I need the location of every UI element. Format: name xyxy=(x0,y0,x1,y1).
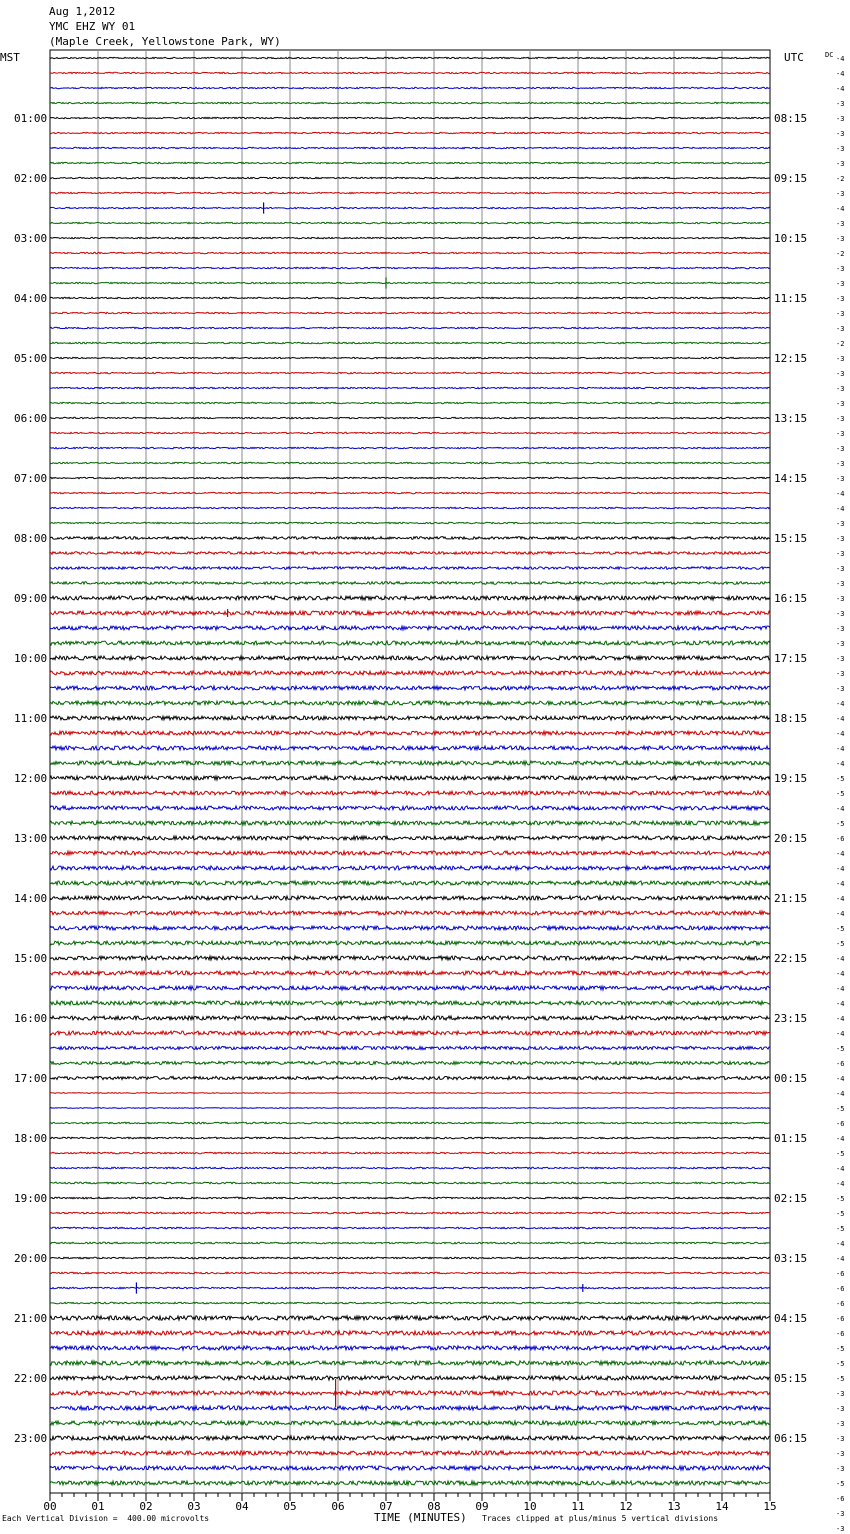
seismic-trace xyxy=(50,1287,770,1289)
seismic-trace xyxy=(50,1046,770,1049)
seismic-trace xyxy=(50,1466,770,1470)
seismic-trace xyxy=(50,222,770,223)
utc-hour-label: 13:15 xyxy=(774,412,808,425)
seismic-trace xyxy=(50,611,770,615)
seismic-trace xyxy=(50,477,770,478)
dc-offset-label: -3 xyxy=(836,640,845,648)
dc-offset-label: -4 xyxy=(836,1075,845,1083)
x-tick-label: 14 xyxy=(715,1500,729,1513)
dc-offset-label: -3 xyxy=(836,655,845,663)
dc-offset-label: -3 xyxy=(836,385,845,393)
x-tick-label: 06 xyxy=(331,1500,345,1513)
mst-hour-label: 16:00 xyxy=(14,1012,48,1025)
seismic-trace xyxy=(50,312,770,313)
dc-offset-label: -3 xyxy=(836,1420,845,1428)
seismic-trace xyxy=(50,716,770,720)
dc-offset-label: -3 xyxy=(836,145,845,153)
dc-offset-label: -4 xyxy=(836,1255,845,1263)
utc-hour-label: 05:15 xyxy=(774,1372,808,1385)
x-tick-label: 05 xyxy=(283,1500,297,1513)
seismic-trace xyxy=(50,417,770,418)
mst-hour-label: 09:00 xyxy=(14,592,48,605)
dc-offset-label: -4 xyxy=(836,1165,845,1173)
seismic-trace xyxy=(50,267,770,268)
seismic-trace xyxy=(50,1016,770,1020)
dc-offset-label: -4 xyxy=(836,1180,845,1188)
dc-offset-label: -4 xyxy=(836,895,845,903)
utc-hour-label: 02:15 xyxy=(774,1192,808,1205)
seismic-trace xyxy=(50,776,770,780)
mst-hour-label: 08:00 xyxy=(14,532,48,545)
chart-date: Aug 1,2012 xyxy=(49,5,116,18)
seismic-trace xyxy=(50,1406,770,1410)
x-tick-label: 01 xyxy=(91,1500,105,1513)
utc-hour-label: 00:15 xyxy=(774,1072,808,1085)
seismic-trace xyxy=(50,1152,770,1154)
dc-offset-label: -3 xyxy=(836,430,845,438)
seismic-trace xyxy=(50,866,770,870)
seismic-trace xyxy=(50,686,770,690)
dc-offset-label: -3 xyxy=(836,1510,845,1518)
clip-note: Traces clipped at plus/minus 5 vertical divisions xyxy=(482,1514,719,1523)
dc-offset-label: -5 xyxy=(836,1375,845,1383)
seismic-trace xyxy=(50,1242,770,1244)
chart-station: YMC EHZ WY 01 xyxy=(49,20,136,33)
seismic-trace xyxy=(50,1331,770,1335)
utc-hour-label: 22:15 xyxy=(774,952,808,965)
utc-hour-label: 01:15 xyxy=(774,1132,808,1145)
seismic-trace xyxy=(50,282,770,283)
seismic-trace xyxy=(50,791,770,795)
seismic-trace xyxy=(50,552,770,555)
x-tick-label: 03 xyxy=(187,1500,201,1513)
dc-offset-label: -3 xyxy=(836,1525,845,1533)
dc-offset-label: -2 xyxy=(836,175,845,183)
dc-offset-label: -4 xyxy=(836,955,845,963)
mst-hour-label: 07:00 xyxy=(14,472,48,485)
seismic-trace xyxy=(50,1316,770,1320)
dc-offset-label: -6 xyxy=(836,1495,845,1503)
utc-hour-label: 10:15 xyxy=(774,232,808,245)
dc-offset-label: -4 xyxy=(836,865,845,873)
utc-hour-label: 20:15 xyxy=(774,832,808,845)
seismic-trace xyxy=(50,656,770,660)
mst-hour-label: 04:00 xyxy=(14,292,48,305)
dc-offset-label: -3 xyxy=(836,220,845,228)
seismic-trace xyxy=(50,432,770,433)
dc-offset-label: -3 xyxy=(836,400,845,408)
seismic-trace xyxy=(50,641,770,645)
dc-offset-label: -3 xyxy=(836,625,845,633)
mst-hour-label: 19:00 xyxy=(14,1192,48,1205)
dc-offset-label: -4 xyxy=(836,910,845,918)
mst-hour-label: 15:00 xyxy=(14,952,48,965)
dc-offset-label: -3 xyxy=(836,130,845,138)
seismic-trace xyxy=(50,192,770,193)
seismic-trace xyxy=(50,537,770,540)
seismic-traces xyxy=(50,57,770,1485)
mst-hour-label: 03:00 xyxy=(14,232,48,245)
seismic-trace xyxy=(50,806,770,810)
dc-offset-label: -3 xyxy=(836,1405,845,1413)
dc-offset-label: -4 xyxy=(836,805,845,813)
dc-offset-label: -2 xyxy=(836,250,845,258)
dc-offset-label: -4 xyxy=(836,850,845,858)
dc-offset-label: -3 xyxy=(836,310,845,318)
dc-label: DC xyxy=(825,51,834,59)
seismic-trace xyxy=(50,252,770,253)
dc-offset-label: -6 xyxy=(836,1060,845,1068)
dc-offset-label: -5 xyxy=(836,1105,845,1113)
utc-hour-label: 06:15 xyxy=(774,1432,808,1445)
dc-offset-label: -5 xyxy=(836,1045,845,1053)
dc-offset-label: -6 xyxy=(836,1285,845,1293)
seismic-trace xyxy=(50,1122,770,1124)
seismic-trace xyxy=(50,147,770,148)
dc-offset-label: -6 xyxy=(836,1315,845,1323)
mst-hour-label: 22:00 xyxy=(14,1372,48,1385)
seismic-trace xyxy=(50,701,770,705)
utc-hour-label: 14:15 xyxy=(774,472,808,485)
seismic-trace xyxy=(50,836,770,840)
dc-offset-label: -5 xyxy=(836,940,845,948)
seismic-trace xyxy=(50,297,770,298)
seismic-trace xyxy=(50,237,770,238)
dc-offset-label: -4 xyxy=(836,1015,845,1023)
seismic-trace xyxy=(50,1031,770,1035)
dc-offset-label: -4 xyxy=(836,1030,845,1038)
dc-offset-label: -4 xyxy=(836,55,845,63)
seismic-trace xyxy=(50,177,770,178)
dc-offset-label: -3 xyxy=(836,460,845,468)
utc-hour-label: 11:15 xyxy=(774,292,808,305)
dc-offset-label: -5 xyxy=(836,1480,845,1488)
seismic-trace xyxy=(50,596,770,600)
utc-hour-label: 19:15 xyxy=(774,772,808,785)
dc-offset-label: -6 xyxy=(836,835,845,843)
mst-hour-label: 21:00 xyxy=(14,1312,48,1325)
seismic-trace xyxy=(50,1272,770,1274)
seismic-trace xyxy=(50,447,770,448)
dc-offset-label: -5 xyxy=(836,1150,845,1158)
dc-offset-label: -3 xyxy=(836,595,845,603)
mst-hour-label: 10:00 xyxy=(14,652,48,665)
dc-offset-label: -3 xyxy=(836,445,845,453)
seismic-trace xyxy=(50,207,770,208)
seismic-trace xyxy=(50,492,770,493)
x-tick-label: 07 xyxy=(379,1500,393,1513)
seismic-trace xyxy=(50,1391,770,1395)
seismic-trace xyxy=(50,821,770,825)
seismic-trace xyxy=(50,881,770,885)
seismic-trace xyxy=(50,1167,770,1169)
seismic-trace xyxy=(50,132,770,133)
seismic-trace xyxy=(50,1182,770,1184)
dc-offset-label: -2 xyxy=(836,340,845,348)
dc-offset-label: -3 xyxy=(836,670,845,678)
dc-offset-label: -6 xyxy=(836,1120,845,1128)
utc-hour-label: 15:15 xyxy=(774,532,808,545)
dc-offset-label: -3 xyxy=(836,565,845,573)
dc-offset-label: -4 xyxy=(836,505,845,513)
seismic-trace xyxy=(50,1257,770,1259)
seismic-trace xyxy=(50,1076,770,1079)
x-tick-label: 09 xyxy=(475,1500,489,1513)
dc-offset-label: -4 xyxy=(836,715,845,723)
seismic-trace xyxy=(50,911,770,915)
dc-offset-label: -4 xyxy=(836,85,845,93)
seismic-trace xyxy=(50,522,770,523)
dc-offset-label: -6 xyxy=(836,1270,845,1278)
dc-offset-label: -3 xyxy=(836,370,845,378)
seismic-trace xyxy=(50,462,770,463)
mst-hour-label: 18:00 xyxy=(14,1132,48,1145)
dc-offset-label: -3 xyxy=(836,520,845,528)
seismic-trace xyxy=(50,746,770,750)
seismic-trace xyxy=(50,372,770,373)
dc-offset-label: -3 xyxy=(836,325,845,333)
seismic-trace xyxy=(50,941,770,945)
dc-offset-label: -3 xyxy=(836,265,845,273)
seismic-trace xyxy=(50,626,770,630)
utc-hour-label: 03:15 xyxy=(774,1252,808,1265)
scale-note: Each Vertical Division = 400.00 microvolts xyxy=(2,1514,210,1523)
dc-offset-label: -5 xyxy=(836,1195,845,1203)
seismic-trace xyxy=(50,1061,770,1064)
mst-hour-label: 05:00 xyxy=(14,352,48,365)
seismic-trace xyxy=(50,986,770,990)
x-tick-label: 10 xyxy=(523,1500,537,1513)
seismic-trace xyxy=(50,1436,770,1440)
seismic-trace xyxy=(50,761,770,765)
mst-hour-label: 01:00 xyxy=(14,112,48,125)
seismic-trace xyxy=(50,117,770,118)
x-tick-label: 15 xyxy=(763,1500,777,1513)
seismic-trace xyxy=(50,851,770,855)
dc-offset-label: -5 xyxy=(836,925,845,933)
seismic-trace xyxy=(50,1212,770,1214)
seismic-trace xyxy=(50,342,770,343)
dc-offset-label: -6 xyxy=(836,1330,845,1338)
seismic-trace xyxy=(50,1421,770,1425)
x-tick-label: 13 xyxy=(667,1500,681,1513)
dc-offset-label: -4 xyxy=(836,70,845,78)
utc-hour-label: 18:15 xyxy=(774,712,808,725)
utc-hour-label: 04:15 xyxy=(774,1312,808,1325)
dc-offset-label: -3 xyxy=(836,190,845,198)
utc-hour-label: 17:15 xyxy=(774,652,808,665)
seismic-trace xyxy=(50,971,770,975)
seismic-trace xyxy=(50,582,770,585)
dc-offset-label: -3 xyxy=(836,475,845,483)
dc-offset-label: -4 xyxy=(836,490,845,498)
mst-hour-label: 20:00 xyxy=(14,1252,48,1265)
dc-offset-label: -3 xyxy=(836,1450,845,1458)
left-axis-title: MST xyxy=(0,51,20,64)
seismic-trace xyxy=(50,926,770,930)
utc-hour-label: 21:15 xyxy=(774,892,808,905)
utc-hour-label: 23:15 xyxy=(774,1012,808,1025)
utc-hour-label: 09:15 xyxy=(774,172,808,185)
dc-offset-label: -4 xyxy=(836,730,845,738)
utc-hour-label: 08:15 xyxy=(774,112,808,125)
dc-offset-label: -5 xyxy=(836,790,845,798)
seismic-trace xyxy=(50,567,770,570)
dc-offset-label: -3 xyxy=(836,160,845,168)
dc-offset-label: -3 xyxy=(836,1435,845,1443)
dc-offset-label: -6 xyxy=(836,1300,845,1308)
seismic-trace xyxy=(50,1361,770,1365)
dc-offset-label: -4 xyxy=(836,745,845,753)
x-tick-label: 02 xyxy=(139,1500,153,1513)
seismic-trace xyxy=(50,731,770,735)
dc-offset-label: -3 xyxy=(836,1390,845,1398)
plot-frame xyxy=(50,50,770,1493)
x-tick-label: 08 xyxy=(427,1500,441,1513)
dc-offset-label: -3 xyxy=(836,685,845,693)
seismic-trace xyxy=(50,671,770,675)
seismic-trace xyxy=(50,72,770,73)
seismic-trace xyxy=(50,1227,770,1229)
mst-hour-label: 02:00 xyxy=(14,172,48,185)
seismic-trace xyxy=(50,387,770,388)
mst-hour-label: 23:00 xyxy=(14,1432,48,1445)
x-tick-label: 11 xyxy=(571,1500,585,1513)
dc-offset-label: -4 xyxy=(836,700,845,708)
dc-offset-label: -5 xyxy=(836,820,845,828)
seismic-trace xyxy=(50,87,770,88)
utc-hour-label: 12:15 xyxy=(774,352,808,365)
mst-hour-label: 17:00 xyxy=(14,1072,48,1085)
mst-hour-label: 11:00 xyxy=(14,712,48,725)
dc-offset-label: -3 xyxy=(836,580,845,588)
dc-offset-label: -5 xyxy=(836,1360,845,1368)
seismic-trace xyxy=(50,956,770,960)
seismic-trace xyxy=(50,57,770,58)
dc-offset-label: -3 xyxy=(836,100,845,108)
seismic-trace xyxy=(50,1302,770,1304)
seismic-trace xyxy=(50,507,770,508)
dc-offset-label: -4 xyxy=(836,760,845,768)
seismic-trace xyxy=(50,1001,770,1005)
seismic-trace xyxy=(50,102,770,103)
seismic-trace xyxy=(50,1197,770,1199)
seismic-trace xyxy=(50,402,770,403)
seismic-trace xyxy=(50,327,770,328)
dc-offset-label: -4 xyxy=(836,1090,845,1098)
x-tick-label: 00 xyxy=(43,1500,57,1513)
seismic-trace xyxy=(50,357,770,358)
seismic-trace xyxy=(50,1481,770,1485)
dc-offset-label: -5 xyxy=(836,1225,845,1233)
dc-offset-label: -3 xyxy=(836,550,845,558)
dc-offset-label: -4 xyxy=(836,1240,845,1248)
utc-hour-label: 16:15 xyxy=(774,592,808,605)
seismic-trace xyxy=(50,1137,770,1139)
dc-offset-label: -3 xyxy=(836,280,845,288)
dc-offset-label: -4 xyxy=(836,1135,845,1143)
seismic-trace xyxy=(50,1108,770,1109)
seismic-trace xyxy=(50,1093,770,1094)
dc-offset-label: -4 xyxy=(836,880,845,888)
dc-offset-label: -3 xyxy=(836,295,845,303)
mst-hour-label: 12:00 xyxy=(14,772,48,785)
dc-offset-label: -4 xyxy=(836,205,845,213)
dc-offset-label: -3 xyxy=(836,1465,845,1473)
seismic-trace xyxy=(50,1376,770,1380)
dc-offset-label: -5 xyxy=(836,775,845,783)
mst-hour-label: 13:00 xyxy=(14,832,48,845)
dc-offset-label: -3 xyxy=(836,535,845,543)
dc-offset-label: -3 xyxy=(836,610,845,618)
right-axis-title: UTC xyxy=(784,51,804,64)
dc-offset-label: -3 xyxy=(836,235,845,243)
x-axis-label: TIME (MINUTES) xyxy=(374,1511,467,1524)
seismic-trace xyxy=(50,1451,770,1455)
x-tick-label: 12 xyxy=(619,1500,633,1513)
mst-hour-label: 14:00 xyxy=(14,892,48,905)
dc-offset-label: -5 xyxy=(836,1345,845,1353)
dc-offset-label: -5 xyxy=(836,1210,845,1218)
dc-offset-label: -4 xyxy=(836,1000,845,1008)
seismic-trace xyxy=(50,162,770,163)
dc-offset-label: -4 xyxy=(836,970,845,978)
seismic-trace xyxy=(50,896,770,900)
chart-location: (Maple Creek, Yellowstone Park, WY) xyxy=(49,35,281,48)
x-tick-label: 04 xyxy=(235,1500,249,1513)
dc-offset-label: -3 xyxy=(836,115,845,123)
mst-hour-label: 06:00 xyxy=(14,412,48,425)
dc-offset-label: -4 xyxy=(836,985,845,993)
seismic-trace xyxy=(50,1346,770,1350)
dc-offset-label: -3 xyxy=(836,415,845,423)
dc-offset-label: -3 xyxy=(836,355,845,363)
